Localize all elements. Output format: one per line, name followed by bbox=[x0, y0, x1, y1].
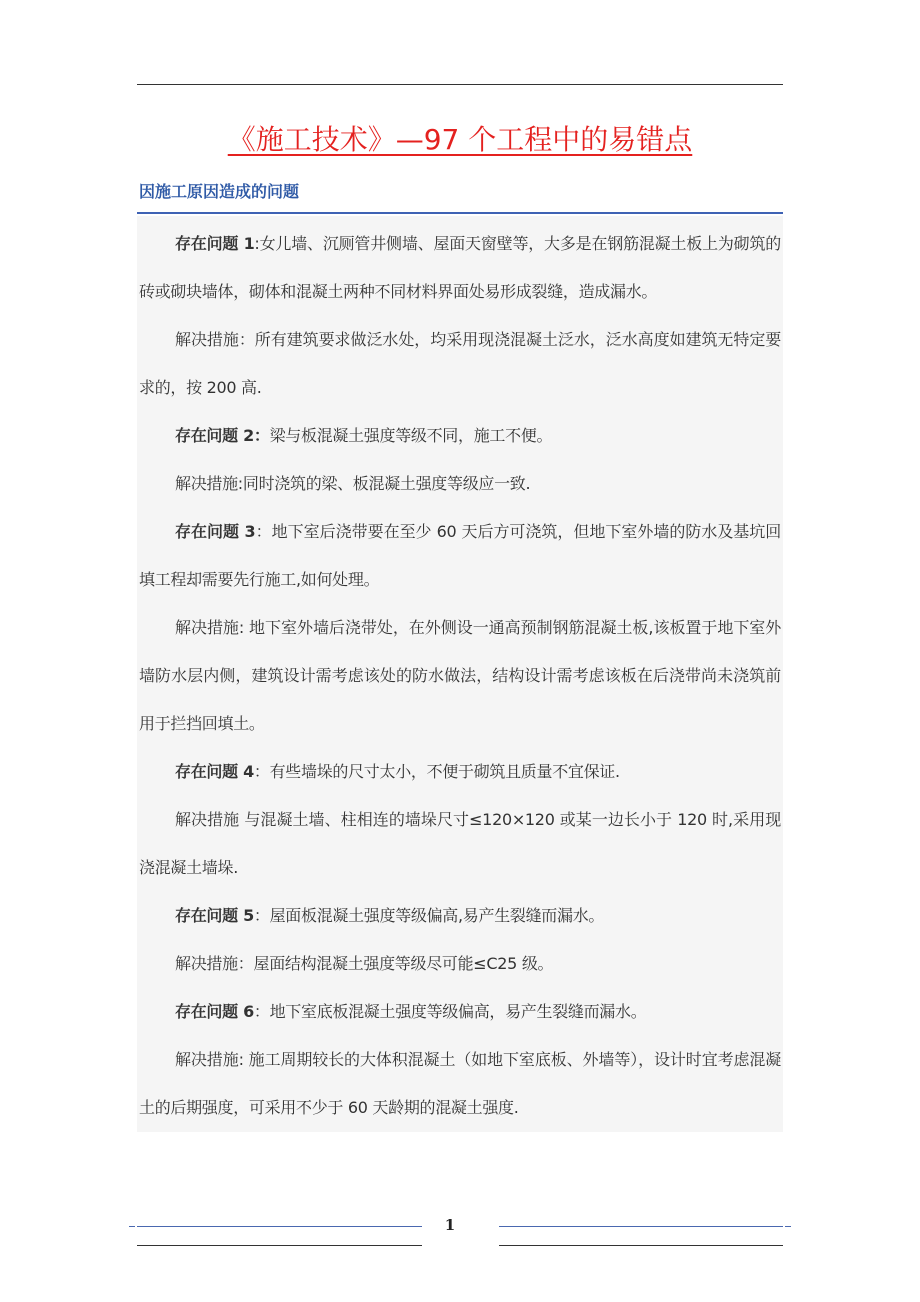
paragraph-solution-5 bbox=[139, 940, 781, 988]
content-block bbox=[137, 216, 783, 1132]
footer-rule-left bbox=[137, 1245, 422, 1246]
paragraph-text: 解决措施：屋面结构混凝土强度等级尽可能≤C25 级。 bbox=[175, 954, 554, 973]
section-heading: 因施工原因造成的问题 bbox=[139, 182, 300, 201]
paragraph-text: ：地下室后浇带要在至少 60 天后方可浇筑，但地下室外墙的防水及基坑回填工程却需要先行施工,如何处理。 bbox=[139, 522, 781, 589]
paragraph-problem-1 bbox=[139, 220, 781, 316]
problem-label: 存在问题 4 bbox=[175, 762, 254, 781]
footer-rule-right-blue bbox=[499, 1226, 783, 1227]
paragraph-problem-4 bbox=[139, 748, 781, 796]
paragraph-solution-6 bbox=[139, 1036, 781, 1132]
problem-label: 存在问题 2： bbox=[175, 426, 270, 445]
problem-label: 存在问题 3 bbox=[175, 522, 256, 541]
paragraph-problem-6 bbox=[139, 988, 781, 1036]
footer-rule-left-blue bbox=[137, 1226, 422, 1227]
problem-label: 存在问题 1 bbox=[175, 234, 255, 253]
document-title: 《施工技术》—97 个工程中的易错点 bbox=[227, 123, 693, 156]
footer-rule-right bbox=[499, 1245, 783, 1246]
paragraph-solution-1 bbox=[139, 316, 781, 412]
paragraph-problem-2 bbox=[139, 412, 781, 460]
paragraph-text: ：屋面板混凝土强度等级偏高,易产生裂缝而漏水。 bbox=[253, 906, 605, 925]
paragraph-solution-4 bbox=[139, 796, 781, 892]
paragraph-text: 解决措施：所有建筑要求做泛水处，均采用现浇混凝土泛水，泛水高度如建筑无特定要求的，按 200 高. bbox=[139, 330, 781, 397]
problem-label: 存在问题 6 bbox=[175, 1002, 254, 1021]
paragraph-solution-3 bbox=[139, 604, 781, 748]
paragraph-text: 解决措施:同时浇筑的梁、板混凝土强度等级应一致. bbox=[175, 474, 531, 493]
paragraph-problem-5 bbox=[139, 892, 781, 940]
footer-dash-right bbox=[785, 1226, 791, 1227]
header-rule bbox=[137, 84, 783, 85]
paragraph-problem-3 bbox=[139, 508, 781, 604]
page-number: 1 bbox=[444, 1216, 456, 1234]
paragraph-text: 解决措施 与混凝土墙、柱相连的墙垛尺寸≤120×120 或某一边长小于 120 时,采用现浇混凝土墙垛. bbox=[139, 810, 781, 877]
footer-dash-left bbox=[129, 1226, 135, 1227]
paragraph-text: 梁与板混凝土强度等级不同，施工不便。 bbox=[269, 426, 553, 445]
paragraph-text: :女儿墙、沉厕管井侧墙、屋面天窗壁等，大多是在钢筋混凝土板上为砌筑的砖或砌块墙体，砌体和混凝土两种不同材料界面处易形成裂缝，造成漏水。 bbox=[139, 234, 781, 301]
paragraph-text: ：有些墙垛的尺寸太小，不便于砌筑且质量不宜保证. bbox=[253, 762, 620, 781]
paragraph-text: 解决措施: 地下室外墙后浇带处，在外侧设一通高预制钢筋混凝土板,该板置于地下室外墙防水层内侧，建筑设计需考虑该处的防水做法，结构设计需考虑该板在后浇带尚未浇筑前用于拦挡回填土。 bbox=[139, 618, 781, 733]
problem-label: 存在问题 5 bbox=[175, 906, 254, 925]
section-divider bbox=[137, 212, 783, 214]
paragraph-text: ：地下室底板混凝土强度等级偏高，易产生裂缝而漏水。 bbox=[253, 1002, 647, 1021]
paragraph-text: 解决措施: 施工周期较长的大体积混凝土（如地下室底板、外墙等），设计时宜考虑混凝土的后期强度，可采用不少于 60 天龄期的混凝土强度. bbox=[139, 1050, 781, 1117]
paragraph-solution-2 bbox=[139, 460, 781, 508]
